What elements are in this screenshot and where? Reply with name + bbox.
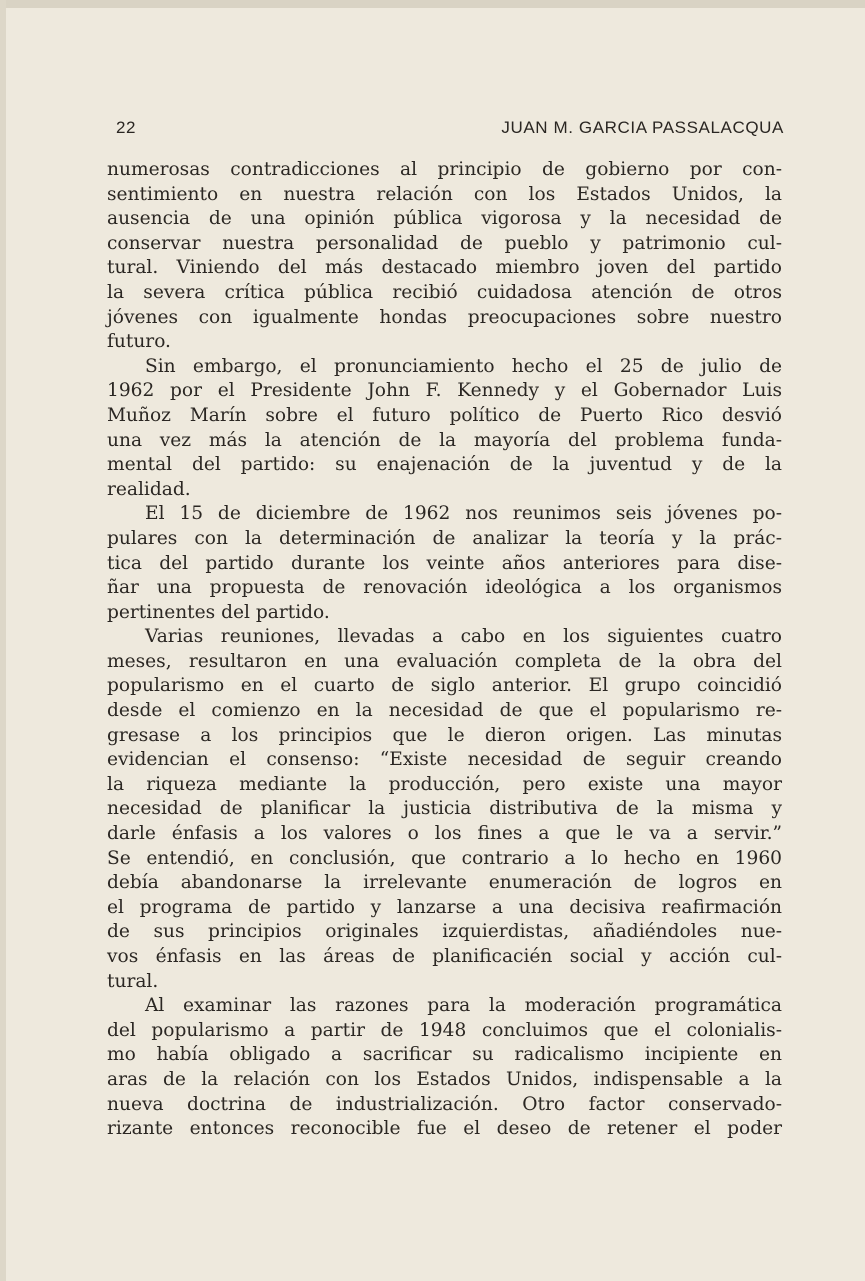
text-line: la severa crítica pública recibió cuidadosa atención de otros	[107, 281, 782, 303]
text-line: rizante entonces reconocible fue el deseo de retener el poder	[107, 1118, 782, 1140]
text-line: conservar nuestra personalidad de pueblo y patrimonio cul-	[107, 232, 782, 254]
text-line: evidencian el consenso: “Existe necesidad de seguir creando	[107, 749, 782, 771]
text-line: mental del partido: su enajenación de la juventud y de la	[107, 454, 782, 476]
text-line: necesidad de planificar la justicia distributiva de la misma y	[107, 798, 782, 820]
running-head: JUAN M. GARCIA PASSALACQUA	[501, 118, 784, 137]
text-line: debía abandonarse la irrelevante enumeración de logros en	[107, 872, 782, 894]
text-line: nueva doctrina de industrialización. Otro factor conservado-	[107, 1093, 782, 1115]
text-line: pertinentes del partido.	[107, 601, 330, 623]
text-line: Al examinar las razones para la moderación programática	[145, 995, 782, 1017]
text-line: futuro.	[107, 331, 171, 353]
text-line: una vez más la atención de la mayoría del problema funda-	[107, 429, 782, 451]
text-line: del popularismo a partir de 1948 concluimos que el colonialis-	[107, 1019, 782, 1041]
text-line: Se entendió, en conclusión, que contrario a lo hecho en 1960	[107, 847, 782, 869]
text-line: ñar una propuesta de renovación ideológica a los organismos	[107, 577, 782, 599]
text-line: 1962 por el Presidente John F. Kennedy y el Gobernador Luis	[107, 380, 782, 402]
text-line: El 15 de diciembre de 1962 nos reunimos seis jóvenes po-	[145, 503, 782, 525]
text-line: vos énfasis en las áreas de planificacién social y acción cul-	[107, 946, 782, 967]
text-line: Varias reuniones, llevadas a cabo en los siguientes cuatro	[145, 626, 782, 648]
text-line: tural. Viniendo del más destacado miembro joven del partido	[107, 257, 782, 279]
text-line: jóvenes con igualmente hondas preocupaciones sobre nuestro	[107, 306, 782, 328]
text-line: de sus principios originales izquierdistas, añadiéndoles nue-	[107, 921, 782, 943]
body-text	[107, 158, 782, 1142]
text-line: sentimiento en nuestra relación con los Estados Unidos, la	[107, 183, 782, 205]
page-header	[110, 118, 784, 142]
text-line: gresase a los principios que le dieron origen. Las minutas	[107, 724, 782, 746]
text-line: pulares con la determinación de analizar la teoría y la prác-	[107, 527, 782, 549]
text-line: realidad.	[107, 478, 191, 500]
text-line: aras de la relación con los Estados Unidos, indispensable a la	[107, 1068, 782, 1090]
text-line: numerosas contradicciones al principio de gobierno por con-	[107, 159, 782, 180]
text-line: darle énfasis a los valores o los fines a que le va a servir.”	[107, 823, 782, 845]
text-line: meses, resultaron en una evaluación completa de la obra del	[107, 650, 782, 672]
text-line: la riqueza mediante la producción, pero existe una mayor	[107, 773, 782, 795]
text-line: tural.	[107, 970, 159, 992]
page-number: 22	[116, 118, 137, 137]
text-line: mo había obligado a sacrificar su radicalismo incipiente en	[107, 1044, 782, 1066]
text-line: Sin embargo, el pronunciamiento hecho el 25 de julio de	[145, 355, 782, 377]
text-line: el programa de partido y lanzarse a una decisiva reafirmación	[107, 896, 782, 918]
text-line: popularismo en el cuarto de siglo anterior. El grupo coincidió	[107, 675, 782, 697]
page-top-edge	[0, 0, 865, 8]
page-left-edge	[0, 0, 6, 1281]
text-line: tica del partido durante los veinte años anteriores para dise-	[107, 552, 782, 574]
text-line: ausencia de una opinión pública vigorosa y la necesidad de	[107, 208, 782, 230]
text-line: Muñoz Marín sobre el futuro político de Puerto Rico desvió	[107, 404, 782, 426]
text-line: desde el comienzo en la necesidad de que el popularismo re-	[107, 700, 782, 722]
